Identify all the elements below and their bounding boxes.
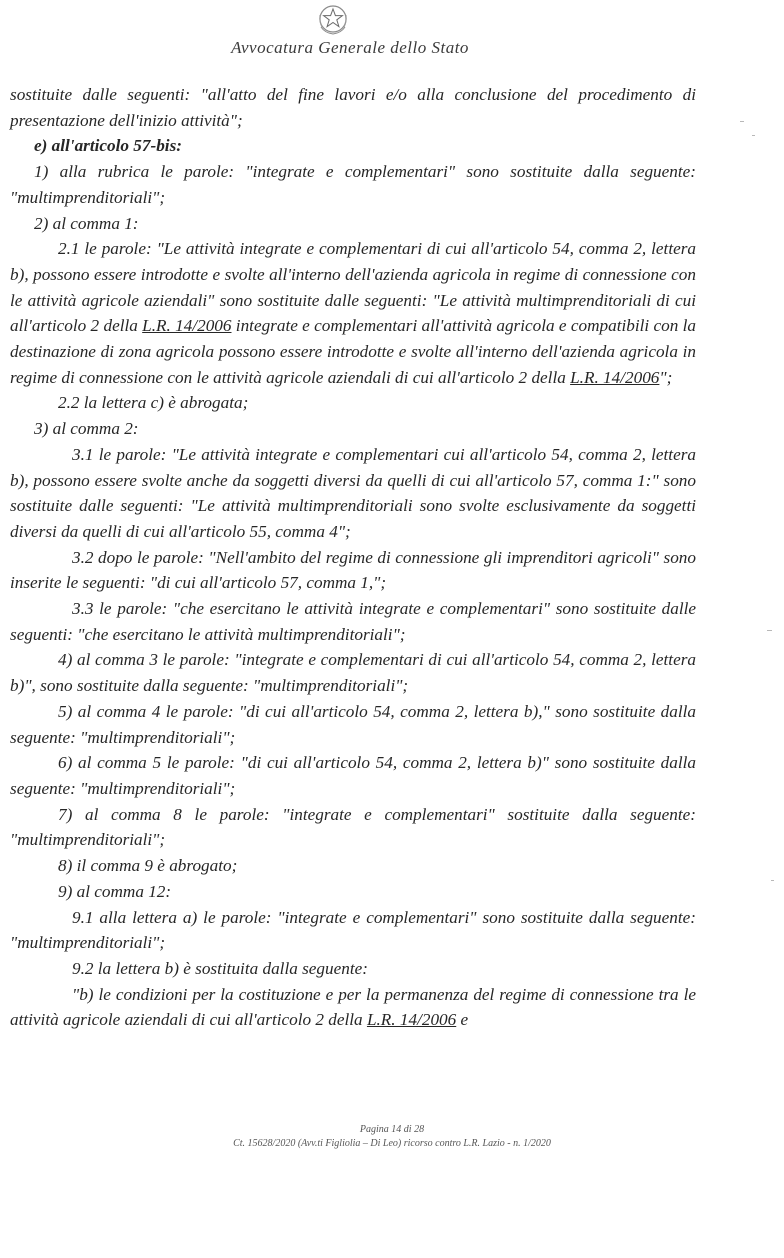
text-run: 2.1 le parole: "Le attività integrate e complementari di cui all'articolo 54, comma 2, lettera b), possono essere introdotte e svolte all'interno dell'azienda agricola in regime di connessione con le attività agricole aziendali" sono sostituite dalle seguenti: "Le attività multimprenditoriali di cui all'articolo 2 della [10,239,696,336]
paragraph: 3.3 le parole: "che esercitano le attività integrate e complementari" sono sostituite dalle seguenti: "che esercitano le attività multimprenditoriali"; [10,599,696,644]
paragraph: 2.2 la lettera c) è abrogata; [58,393,249,413]
case-reference: Ct. 15628/2020 (Avv.ti Figliolia – Di Leo) ricorso contro L.R. Lazio - n. 1/2020 [233,1138,551,1149]
italian-republic-emblem-icon [316,2,350,36]
law-reference: L.R. 14/2006 [142,316,232,336]
text-run: "b) le condizioni per la costituzione e per la permanenza del regime di connessione tra le attività agricole aziendali di cui all'articolo 2 della [10,984,696,1030]
document-body [10,82,696,1033]
paragraph: sostituite dalle seguenti: "all'atto del fine lavori e/o alla conclusione del procedimento di presentazione dell'inizio attività"; [10,85,696,130]
text-run: e [456,1010,469,1030]
scan-speck [771,880,774,881]
page-number: Pagina 14 di 28 [359,1124,425,1135]
paragraph: 8) il comma 9 è abrogato; [58,856,238,876]
paragraph: 6) al comma 5 le parole: "di cui all'articolo 54, comma 2, lettera b)" sono sostituite dalla seguente: "multimprenditoriali"; [10,753,696,798]
scan-speck [752,135,755,136]
text-run: "; [659,367,673,387]
page-footer [0,1123,784,1151]
paragraph: 3.1 le parole: "Le attività integrate e complementari cui all'articolo 54, comma 2, lettera b), possono essere svolte anche da soggetti diversi da quelli di cui all'articolo 57, comma 1:" sono sostituite dalle seguenti: "Le attività multimprenditoriali sono svolte esclusivamente da soggetti diversi da quelli di cui all'articolo 55, comma 4"; [10,444,696,541]
paragraph: 9) al comma 12: [58,881,172,901]
paragraph: 3) al comma 2: [34,419,139,439]
page-header [0,0,784,70]
header-title: Avvocatura Generale dello Stato [231,38,469,57]
paragraph [10,236,696,390]
paragraph: 7) al comma 8 le parole: "integrate e complementari" sostituite dalla seguente: "multimprenditoriali"; [10,804,696,850]
paragraph: 5) al comma 4 le parole: "di cui all'articolo 54, comma 2, lettera b)," sono sostituite dalla seguente: "multimprenditoriali"; [10,701,696,747]
law-reference: L.R. 14/2006 [570,367,660,387]
paragraph: 2) al comma 1: [34,213,139,233]
paragraph [10,982,696,1033]
scan-speck [740,121,744,122]
section-heading: e) all'articolo 57-bis: [34,136,182,156]
scan-speck [767,630,772,631]
paragraph: 4) al comma 3 le parole: "integrate e complementari di cui all'articolo 54, comma 2, lettera b)", sono sostituite dalla seguente: "multimprenditoriali"; [10,650,696,696]
text-run: integrate e complementari all'attività agricola e compatibili con la destinazione di zona agricola possono essere introdotte e svolte all'interno dell'azienda agricola in regime di connessione con le attività agricole aziendali di cui all'articolo 2 della [10,316,696,387]
paragraph: 9.1 alla lettera a) le parole: "integrate e complementari" sono sostituite dalla seguente: "multimprenditoriali"; [10,907,696,953]
paragraph: 3.2 dopo le parole: "Nell'ambito del regime di connessione gli imprenditori agricoli" sono inserite le seguenti: "di cui all'articolo 57, comma 1,"; [10,547,696,593]
paragraph: 9.2 la lettera b) è sostituita dalla seguente: [72,958,368,978]
law-reference: L.R. 14/2006 [366,1010,457,1030]
paragraph: 1) alla rubrica le parole: "integrate e complementari" sono sostituite dalla seguente: "multimprenditoriali"; [10,162,696,207]
